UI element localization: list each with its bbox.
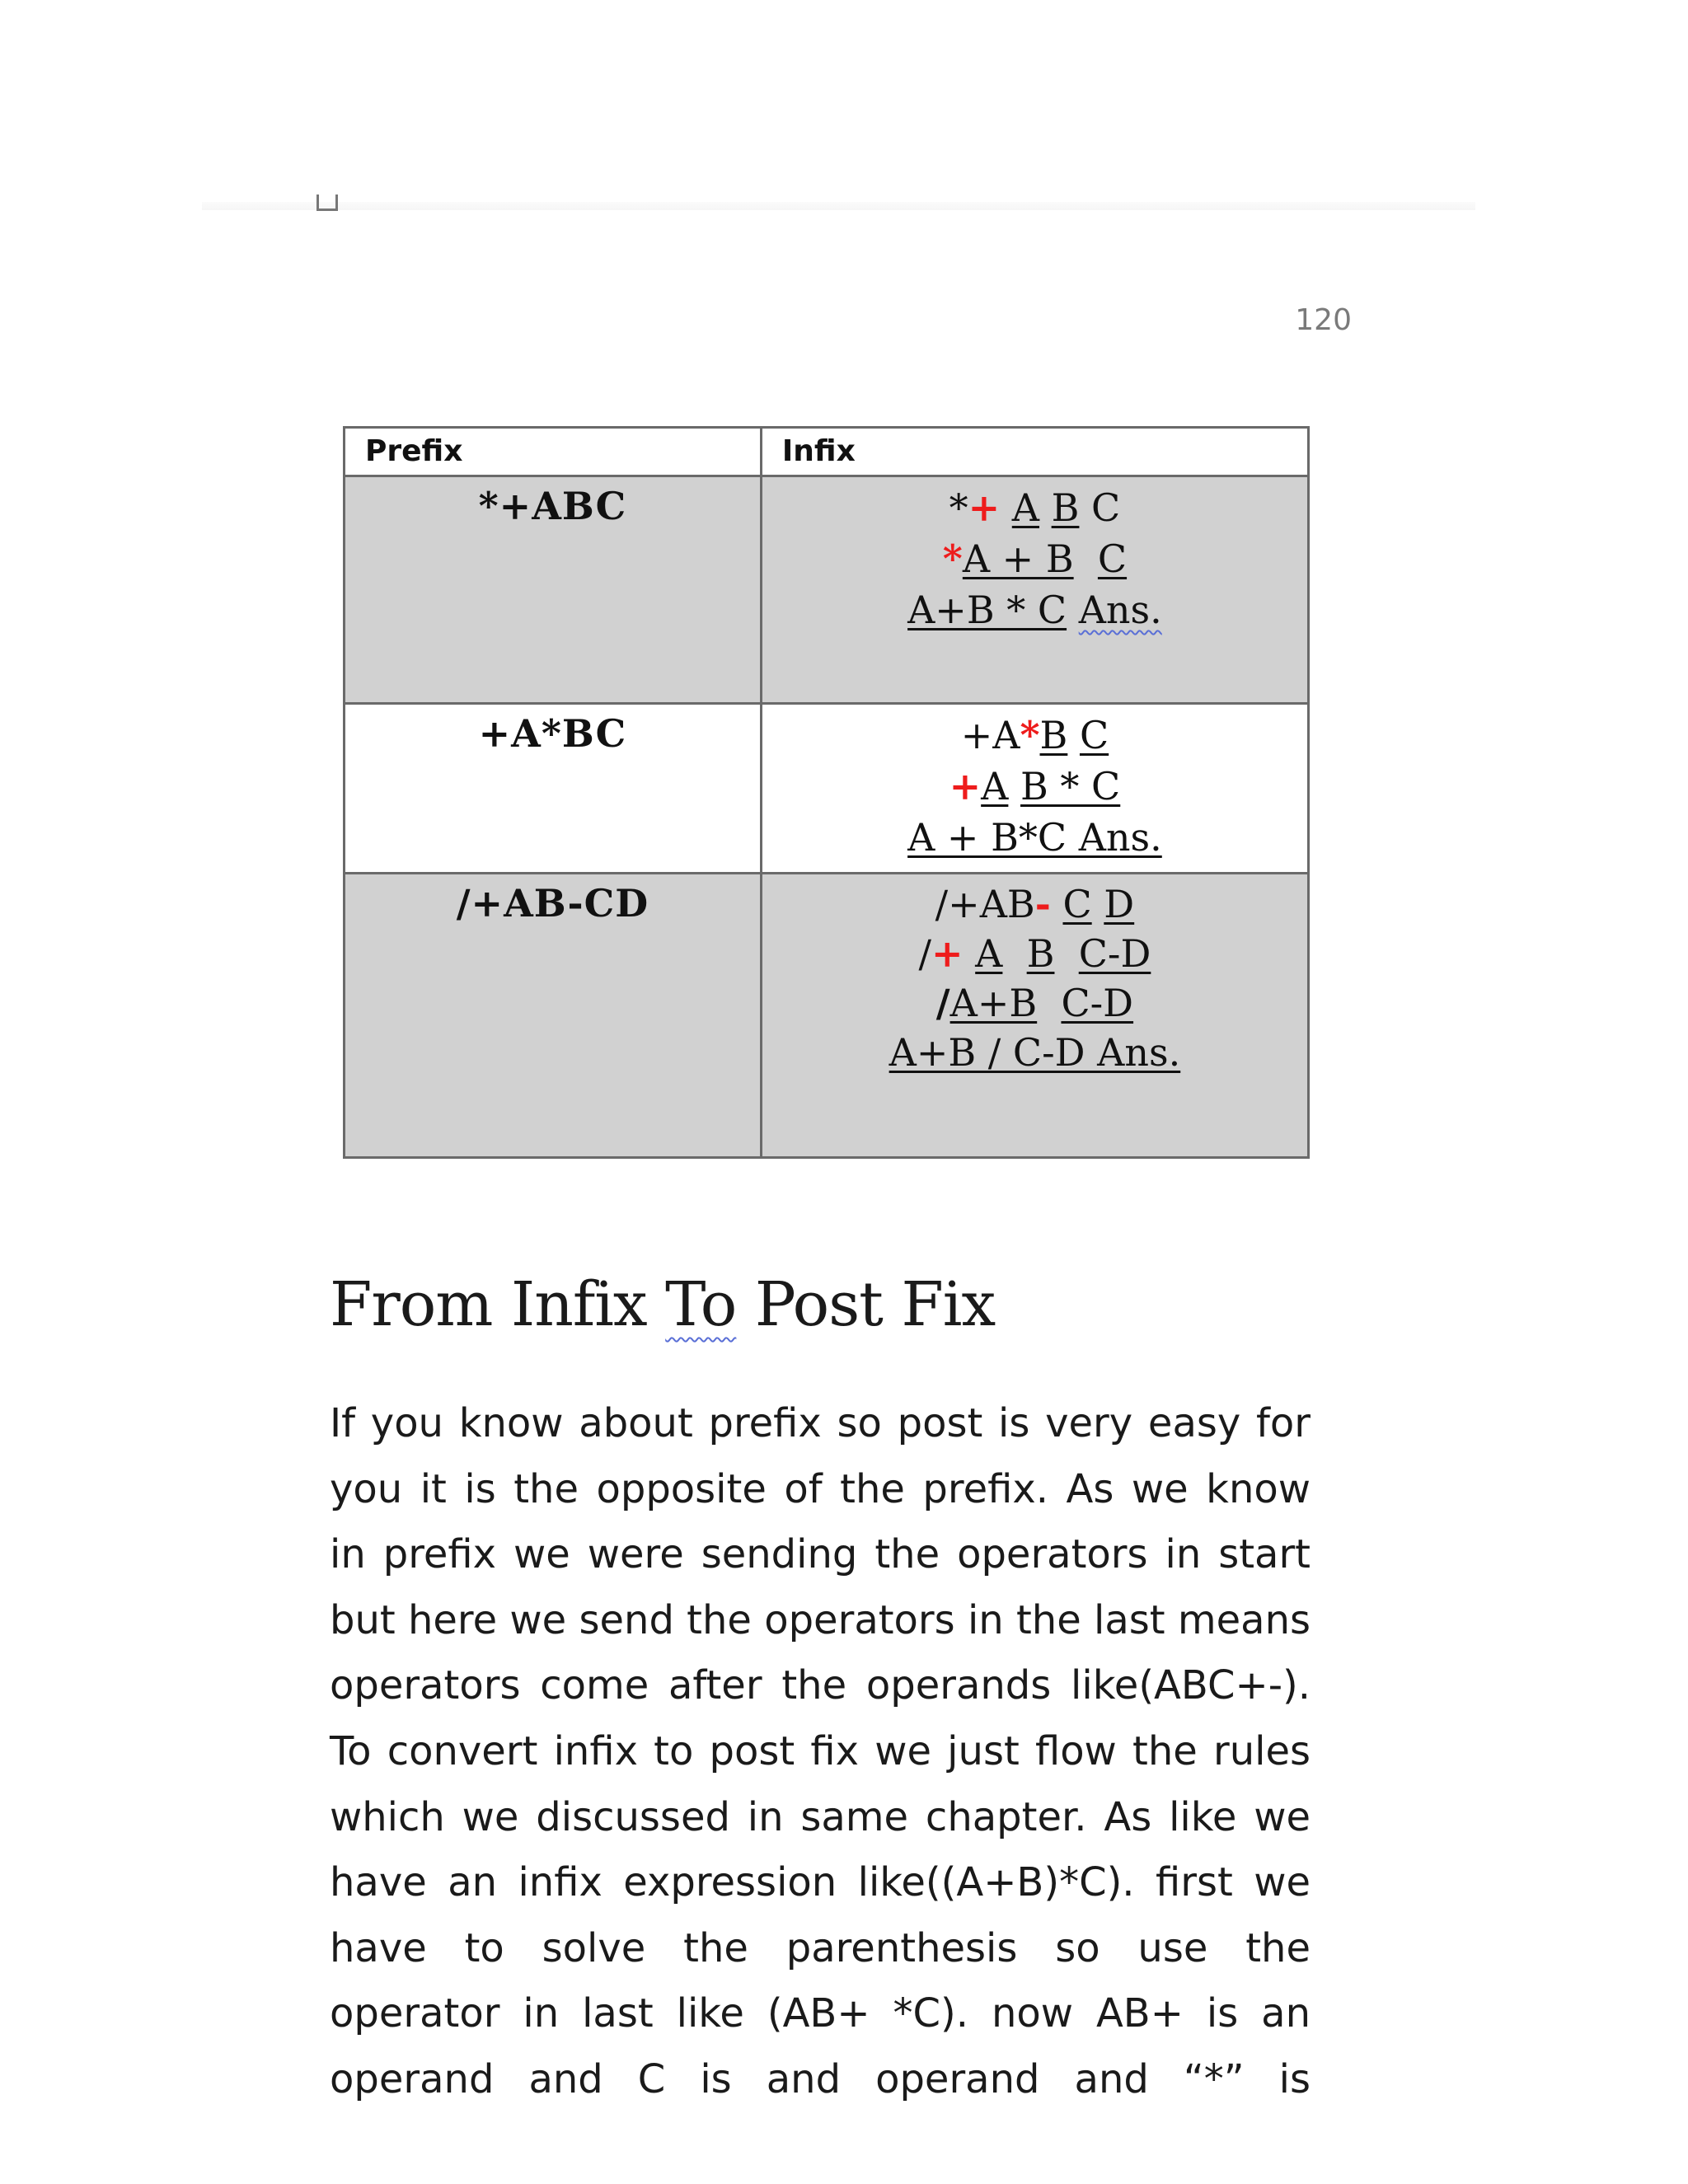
header-band: [202, 202, 1475, 210]
conversion-step: +A*B C: [960, 713, 1109, 757]
section-heading: From Infix To Post Fix: [330, 1269, 996, 1340]
paragraph-line: If you know about prefix so post is very easy for: [330, 1400, 1311, 1446]
prefix-cell: [345, 476, 762, 704]
page-number: 120: [1295, 303, 1352, 337]
prefix-expression: /+AB-CD: [456, 881, 649, 926]
conversion-step: A+B / C-D Ans.: [889, 1030, 1181, 1075]
paragraph-line: in prefix we were sending the operators in start: [330, 1531, 1311, 1578]
paragraph-line: you it is the opposite of the prefix. As we know: [330, 1465, 1311, 1512]
prefix-expression: *+ABC: [478, 484, 627, 528]
column-header-prefix: Prefix: [345, 428, 762, 476]
prefix-cell: [345, 704, 762, 874]
body-paragraph: [330, 1391, 1311, 2113]
table-row: [345, 704, 1309, 874]
table-row: [345, 476, 1309, 704]
infix-cell: [761, 874, 1308, 1158]
conversion-step: *+ A B C: [949, 485, 1121, 530]
paragraph-line: operator in last like (AB+ *C). now AB+ is an: [330, 1990, 1311, 2037]
conversion-step: A + B*C Ans.: [907, 815, 1162, 860]
table-header-row: [345, 428, 1309, 476]
conversion-step: /+AB- C D: [935, 882, 1135, 926]
conversion-step: *A + B C: [942, 537, 1128, 581]
prefix-infix-table: [343, 426, 1310, 1159]
infix-steps: [762, 477, 1307, 635]
text-boundary-mark: [316, 194, 338, 211]
column-header-infix: Infix: [761, 428, 1308, 476]
paragraph-line: but here we send the operators in the last means: [330, 1596, 1311, 1643]
paragraph-line: operators come after the operands like(ABC+-).: [330, 1662, 1311, 1709]
prefix-cell: [345, 874, 762, 1158]
infix-steps: [762, 874, 1307, 1077]
infix-cell: [761, 704, 1308, 874]
paragraph-line: have an infix expression like((A+B)*C). first we: [330, 1859, 1311, 1906]
conversion-step: A+B * C Ans.: [907, 588, 1162, 632]
paragraph-line: have to solve the parenthesis so use the: [330, 1924, 1311, 1971]
paragraph-line: operand and C is and operand and “*” is: [330, 2055, 1311, 2102]
infix-cell: [761, 476, 1308, 704]
paragraph-line: To convert infix to post fix we just flow the rules: [330, 1727, 1311, 1774]
conversion-step: +A B * C: [949, 764, 1121, 808]
paragraph-line: which we discussed in same chapter. As like we: [330, 1793, 1311, 1840]
table-row: [345, 874, 1309, 1158]
infix-steps: [762, 705, 1307, 863]
conversion-step: /+ A B C-D: [918, 931, 1151, 976]
conversion-step: /A+B C-D: [935, 981, 1134, 1025]
prefix-expression: +A*BC: [478, 711, 627, 756]
